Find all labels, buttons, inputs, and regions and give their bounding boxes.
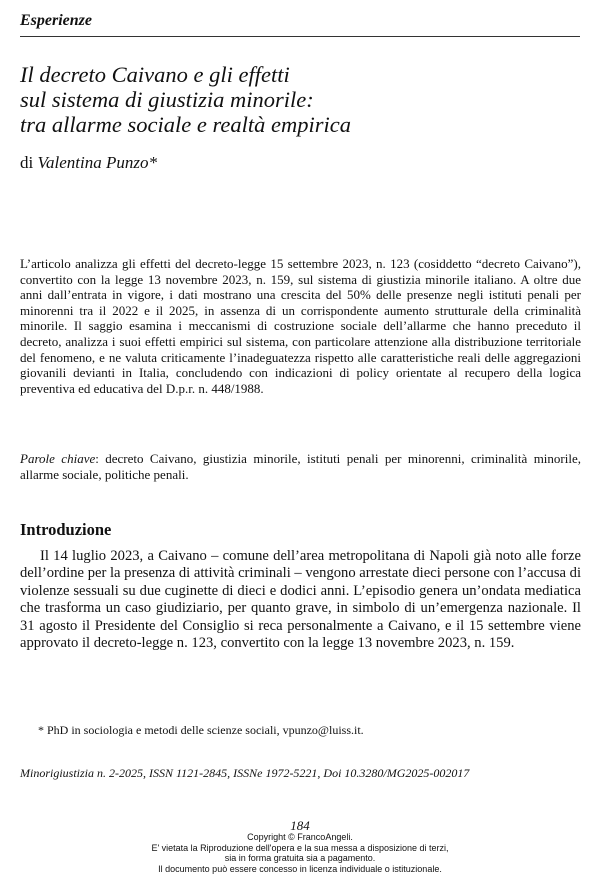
journal-reference: Minorigiustizia n. 2-2025, ISSN 1121-2845, ISSNe 1972-5221, Doi 10.3280/MG2025-002017 xyxy=(20,766,470,780)
copyright-notice xyxy=(0,832,600,874)
article-title xyxy=(20,62,580,137)
title-line: tra allarme sociale e realtà empirica xyxy=(20,112,351,137)
copyright-line: E' vietata la Riproduzione dell'opera e la sua messa a disposizione di terzi, xyxy=(151,842,449,853)
title-line: Il decreto Caivano e gli effetti xyxy=(20,62,290,87)
keywords xyxy=(20,451,581,482)
copyright-line: Copyright © FrancoAngeli. xyxy=(247,832,353,842)
author-footnote: * PhD in sociologia e metodi delle scienze sociali, vpunzo@luiss.it. xyxy=(38,723,364,737)
keywords-text: : decreto Caivano, giustizia minorile, istituti penali per minorenni, criminalità minorile, allarme sociale, politiche penali. xyxy=(20,451,581,482)
introduction-paragraph: Il 14 luglio 2023, a Caivano – comune dell’area metropolitana di Napoli già noto alle forze dell’ordine per la presenza di attività criminali – vengono arrestate dieci persone con l’accusa di violenze sessuali su due cuginette di dieci e dodici anni. L’episodio genera un’ondata mediatica che trasforma un caso giudiziario, per quanto grave, in simbolo di un’emergenza nazionale. Il 31 agosto il Presidente del Consiglio si reca personalmente a Caivano, e il 15 settembre viene approvato il decreto-legge n. 123, convertito con la legge 13 novembre 2023, n. 159. xyxy=(20,548,581,652)
section-heading-introduction: Introduzione xyxy=(20,520,112,539)
byline-prefix: di xyxy=(20,153,38,172)
keywords-label: Parole chiave xyxy=(20,451,96,466)
title-line: sul sistema di giustizia minorile: xyxy=(20,87,314,112)
abstract: L’articolo analizza gli effetti del decreto-legge 15 settembre 2023, n. 123 (cosiddetto “decreto Caivano”), convertito con la legge 13 novembre 2023, n. 159, sul sistema di giustizia minorile italiano. A oltre due anni dall’entrata in vigore, i dati mostrano una crescita del 50% delle presenze negli istituti penali per minorenni tra il 2022 e il 2025, in assenza di un corrispondente aumento strutturale della criminalità minorile. Il saggio esamina i meccanismi di costruzione sociale dell’allarme che hanno preceduto il decreto, analizza i suoi effetti empirici sul sistema, con particolare attenzione alla distribuzione territoriale del fenomeno, e ne valuta criticamente l’inadeguatezza rispetto alle caratteristiche reali delle aggregazioni giovanili devianti in Italia, concludendo con indicazioni di policy orientate al recupero della logica preventiva ed educativa del D.p.r. n. 448/1988. xyxy=(20,256,581,396)
copyright-line: Il documento può essere concesso in licenza individuale o istituzionale. xyxy=(158,863,442,874)
author-name: Valentina Punzo* xyxy=(37,153,157,172)
copyright-line: sia in forma gratuita sia a pagamento. xyxy=(224,853,376,864)
section-divider xyxy=(20,36,580,37)
section-label: Esperienze xyxy=(20,12,92,29)
byline xyxy=(20,153,157,173)
page-number: 184 xyxy=(290,818,310,833)
